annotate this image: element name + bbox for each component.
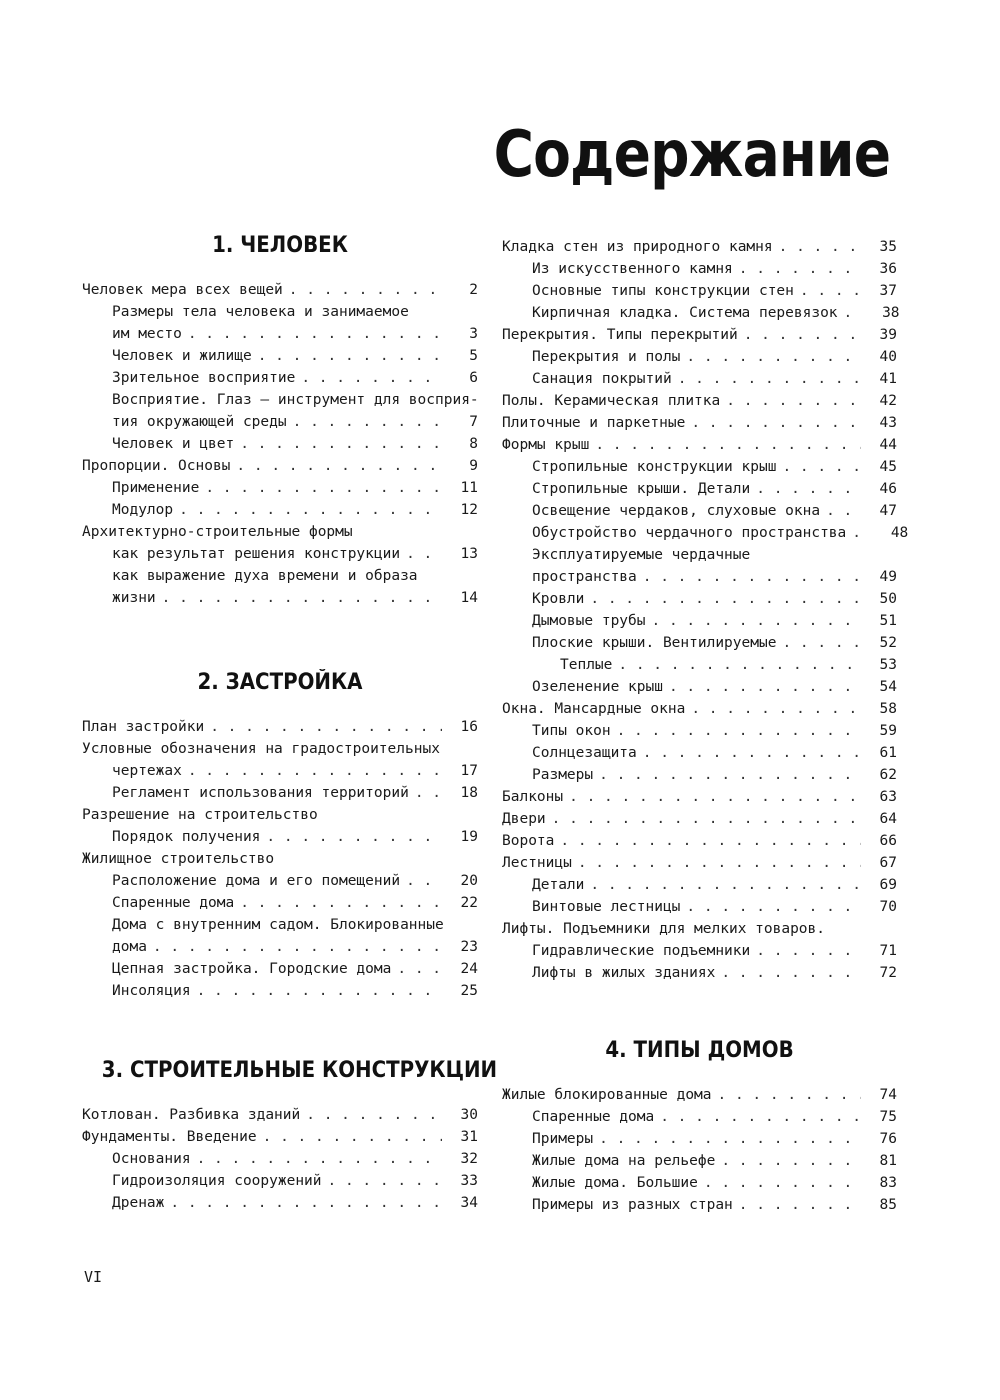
- toc-entry-title: Из искусственного камня: [532, 261, 733, 277]
- dot-leader: [599, 764, 861, 786]
- toc-entry-page: 32: [460, 1151, 478, 1167]
- toc-entry-page: 38: [882, 305, 900, 321]
- toc-entry-page: 51: [879, 613, 897, 629]
- toc-entry[interactable]: [82, 1192, 478, 1214]
- toc-entry-page: 64: [879, 811, 897, 827]
- toc-entry[interactable]: [502, 412, 897, 434]
- toc-entry-title: Ворота: [502, 833, 555, 849]
- toc-entry[interactable]: [82, 345, 478, 367]
- toc-entry-page: 7: [469, 414, 478, 430]
- toc-entry-page: 81: [879, 1153, 897, 1169]
- dot-leader: [782, 456, 861, 478]
- dot-leader: [686, 896, 861, 918]
- dot-leader: [678, 368, 861, 390]
- toc-entry[interactable]: [82, 499, 478, 521]
- toc-entry-page: 59: [879, 723, 897, 739]
- toc-entry-title: пространства: [532, 569, 637, 585]
- dot-leader: [197, 980, 442, 1002]
- toc-entry[interactable]: [82, 848, 478, 870]
- toc-entry[interactable]: [82, 914, 478, 936]
- dot-leader: [162, 587, 442, 609]
- dot-leader: [236, 455, 442, 477]
- toc-entry-title: Стропильные крыши. Детали: [532, 481, 751, 497]
- toc-entry-title: Двери: [502, 811, 546, 827]
- dot-leader: [691, 698, 861, 720]
- toc-entry-page: 40: [879, 349, 897, 365]
- dot-leader: [652, 610, 862, 632]
- dot-leader: [406, 543, 442, 565]
- toc-entry-title: Перекрытия и полы: [532, 349, 681, 365]
- toc-entry[interactable]: [82, 279, 478, 301]
- section-zastroika: [82, 670, 478, 1002]
- dot-leader: [826, 500, 861, 522]
- toc-entry[interactable]: [82, 936, 478, 958]
- dot-leader: [188, 323, 442, 345]
- toc-entry[interactable]: [502, 566, 897, 588]
- toc-entry-title: Условные обозначения на градостроительных: [82, 741, 440, 757]
- toc-entry[interactable]: [502, 236, 897, 258]
- toc-entry-title: Лестницы: [502, 855, 572, 871]
- dot-leader: [618, 654, 861, 676]
- toc-entry[interactable]: [502, 764, 897, 786]
- toc-entry-title: чертежах: [112, 763, 182, 779]
- page-number: VI: [84, 1268, 103, 1286]
- toc-entry-page: 50: [879, 591, 897, 607]
- toc-entry[interactable]: [502, 1128, 897, 1150]
- dot-leader: [744, 324, 861, 346]
- toc-entry[interactable]: [502, 830, 897, 852]
- toc-entry-page: 74: [879, 1087, 897, 1103]
- toc-entry-title: Жилые дома на рельефе: [532, 1153, 716, 1169]
- dot-leader: [779, 236, 861, 258]
- toc-entry-page: 70: [879, 899, 897, 915]
- toc-entry[interactable]: [502, 610, 897, 632]
- toc-entry-title: Окна. Мансардные окна: [502, 701, 686, 717]
- toc-entry[interactable]: [502, 698, 897, 720]
- toc-entry[interactable]: [502, 896, 897, 918]
- toc-entry-title: Балконы: [502, 789, 564, 805]
- toc-entry-page: 54: [879, 679, 897, 695]
- toc-entry[interactable]: [502, 852, 897, 874]
- toc-entry-title: Лифты. Подъемники для мелких товаров.: [502, 921, 826, 937]
- toc-entry-page: 13: [460, 546, 478, 562]
- dot-leader: [590, 588, 861, 610]
- section-tipy-domov: [502, 1038, 897, 1216]
- dot-leader: [756, 940, 861, 962]
- toc-entry[interactable]: [82, 367, 478, 389]
- toc-entry-title: Детали: [532, 877, 585, 893]
- toc-entry-page: 9: [469, 458, 478, 474]
- dot-leader: [686, 346, 861, 368]
- toc-entry-title: Жилые дома. Большие: [532, 1175, 698, 1191]
- toc-entry-title: Спаренные дома: [532, 1109, 655, 1125]
- dot-leader: [569, 786, 861, 808]
- toc-entry[interactable]: [502, 522, 909, 544]
- toc-entry-page: 75: [879, 1109, 897, 1125]
- dot-leader: [739, 1194, 861, 1216]
- toc-entry-title: Освещение чердаков, слуховые окна: [532, 503, 821, 519]
- toc-entry-page: 43: [879, 415, 897, 431]
- toc-entry-page: 34: [460, 1195, 478, 1211]
- toc-entry-title: Плоские крыши. Вентилируемые: [532, 635, 777, 651]
- toc-entry[interactable]: [502, 500, 897, 522]
- toc-entry-page: 61: [879, 745, 897, 761]
- dot-leader: [704, 1172, 861, 1194]
- toc-entry-page: 30: [460, 1107, 478, 1123]
- toc-entry-title: Теплые: [560, 657, 613, 673]
- toc-entry-title: Спаренные дома: [112, 895, 235, 911]
- toc-entry-title: Котлован. Разбивка зданий: [82, 1107, 301, 1123]
- toc-entry-title: Инсоляция: [112, 983, 191, 999]
- toc-entry-title: Стропильные конструкции крыш: [532, 459, 777, 475]
- section-heading: 3. СТРОИТЕЛЬНЫЕ КОНСТРУКЦИИ: [101, 1058, 498, 1083]
- dot-leader: [643, 742, 861, 764]
- toc-entry-title: Примеры: [532, 1131, 594, 1147]
- toc-entry[interactable]: [502, 302, 900, 324]
- section-heading: 4. ТИПЫ ДОМОВ: [605, 1038, 794, 1063]
- dot-leader: [718, 1084, 861, 1106]
- dot-leader: [406, 870, 442, 892]
- toc-entry-page: 6: [469, 370, 478, 386]
- toc-entry[interactable]: [502, 654, 897, 676]
- toc-entry[interactable]: [82, 477, 478, 499]
- toc-entry[interactable]: [82, 455, 478, 477]
- toc-entry-page: 36: [879, 261, 897, 277]
- dot-leader: [590, 874, 861, 896]
- toc-entry-page: 41: [879, 371, 897, 387]
- toc-entry-title: Формы крыш: [502, 437, 590, 453]
- toc-entry-page: 53: [879, 657, 897, 673]
- toc-entry-page: 19: [460, 829, 478, 845]
- toc-entry-title: Применение: [112, 480, 200, 496]
- toc-entry-title: Кирпичная кладка. Система перевязок: [532, 305, 838, 321]
- dot-leader: [726, 390, 861, 412]
- toc-entry-title: Гидравлические подъемники: [532, 943, 751, 959]
- toc-entry[interactable]: [82, 892, 478, 914]
- dot-leader: [266, 826, 442, 848]
- toc-entry-page: 62: [879, 767, 897, 783]
- toc-entry-page: 8: [469, 436, 478, 452]
- toc-entry-title: как результат решения конструкции: [112, 546, 401, 562]
- dot-leader: [289, 279, 442, 301]
- toc-entry-title: Основные типы конструкции стен: [532, 283, 794, 299]
- dot-leader: [240, 433, 442, 455]
- toc-entry[interactable]: [82, 433, 478, 455]
- toc-entry-title: Санация покрытий: [532, 371, 672, 387]
- toc-entry[interactable]: [502, 478, 897, 500]
- dot-leader: [415, 782, 442, 804]
- toc-entry-page: 23: [460, 939, 478, 955]
- toc-entry-title: Человек и цвет: [112, 436, 235, 452]
- toc-entry-title: Дома с внутренним садом. Блокированные: [112, 917, 444, 933]
- toc-entry[interactable]: [502, 280, 897, 302]
- toc-entry-page: 31: [460, 1129, 478, 1145]
- toc-entry-page: 45: [879, 459, 897, 475]
- toc-entry[interactable]: [82, 980, 478, 1002]
- toc-entry-page: 3: [469, 326, 478, 342]
- toc-entry[interactable]: [502, 544, 897, 566]
- toc-entry-page: 58: [879, 701, 897, 717]
- toc-entry-title: Регламент использования территорий: [112, 785, 409, 801]
- toc-entry-title: Размеры: [532, 767, 594, 783]
- toc-entry[interactable]: [502, 324, 897, 346]
- dot-leader: [560, 830, 861, 852]
- toc-entry[interactable]: [82, 716, 478, 738]
- toc-entry-title: Полы. Керамическая плитка: [502, 393, 721, 409]
- toc-entry-title: Человек и жилище: [112, 348, 252, 364]
- toc-entry-title: Солнцезащита: [532, 745, 637, 761]
- toc-entry[interactable]: [502, 434, 897, 456]
- toc-entry[interactable]: [82, 301, 478, 323]
- toc-entry[interactable]: [502, 632, 897, 654]
- dot-leader: [669, 676, 861, 698]
- toc-entry-title: Зрительное восприятие: [112, 370, 296, 386]
- toc-entry-title: тия окружающей среды: [112, 414, 287, 430]
- dot-leader: [328, 1170, 442, 1192]
- toc-entry-title: Кладка стен из природного камня: [502, 239, 773, 255]
- toc-entry-page: 67: [879, 855, 897, 871]
- dot-leader: [397, 958, 442, 980]
- toc-entry-page: 2: [469, 282, 478, 298]
- dot-leader: [852, 522, 872, 544]
- toc-entry-title: Фундаменты. Введение: [82, 1129, 257, 1145]
- toc-entry-page: 66: [879, 833, 897, 849]
- dot-leader: [179, 499, 442, 521]
- dot-leader: [721, 1150, 861, 1172]
- toc-entry-title: Жилищное строительство: [82, 851, 275, 867]
- dot-leader: [782, 632, 861, 654]
- toc-entry-page: 22: [460, 895, 478, 911]
- toc-entry[interactable]: [82, 521, 478, 543]
- toc-entry-title: Порядок получения: [112, 829, 261, 845]
- toc-entry-title: Эксплуатируемые чердачные: [532, 547, 751, 563]
- section-stroitelnye-konstrukcii: [82, 1058, 498, 1214]
- toc-entry[interactable]: [502, 456, 897, 478]
- toc-entry-title: им место: [112, 326, 182, 342]
- toc-entry-title: Восприятие. Глаз – инструмент для восприя-: [112, 392, 479, 408]
- dot-leader: [153, 936, 442, 958]
- section-heading: 1. ЧЕЛОВЕК: [212, 233, 348, 258]
- toc-entry-title: Дренаж: [112, 1195, 165, 1211]
- toc-entry-title: Жилые блокированные дома: [502, 1087, 712, 1103]
- toc-entry[interactable]: [502, 918, 897, 940]
- toc-entry[interactable]: [82, 870, 478, 892]
- toc-entry[interactable]: [502, 1172, 897, 1194]
- toc-entry-page: 69: [879, 877, 897, 893]
- toc-entry-page: 85: [879, 1197, 897, 1213]
- toc-entry[interactable]: [502, 720, 897, 742]
- toc-entry-page: 47: [879, 503, 897, 519]
- dot-leader: [306, 1104, 442, 1126]
- toc-entry[interactable]: [502, 390, 897, 412]
- toc-entry-page: 11: [460, 480, 478, 496]
- toc-entry[interactable]: [82, 782, 478, 804]
- toc-entry[interactable]: [82, 389, 478, 411]
- toc-entry-title: Размеры тела человека и занимаемое: [112, 304, 409, 320]
- toc-entry-title: Человек мера всех вещей: [82, 282, 283, 298]
- dot-leader: [739, 258, 861, 280]
- section-heading: 2. ЗАСТРОЙКА: [197, 670, 363, 695]
- toc-entry-title: Примеры из разных стран: [532, 1197, 733, 1213]
- toc-entry-title: Плиточные и паркетные: [502, 415, 686, 431]
- page-title: Содержание: [493, 118, 890, 192]
- toc-entry[interactable]: [502, 874, 897, 896]
- toc-entry-page: 14: [460, 590, 478, 606]
- toc-entry[interactable]: [502, 1150, 897, 1172]
- dot-leader: [552, 808, 861, 830]
- dot-leader: [578, 852, 861, 874]
- toc-entry[interactable]: [502, 786, 897, 808]
- toc-entry[interactable]: [82, 760, 478, 782]
- toc-entry-title: Гидроизоляция сооружений: [112, 1173, 322, 1189]
- dot-leader: [293, 411, 442, 433]
- dot-leader: [258, 345, 442, 367]
- toc-entry[interactable]: [82, 1148, 478, 1170]
- toc-entry-title: Винтовые лестницы: [532, 899, 681, 915]
- toc-entry-page: 17: [460, 763, 478, 779]
- toc-entry[interactable]: [502, 676, 897, 698]
- toc-entry[interactable]: [502, 588, 897, 610]
- toc-entry-page: 72: [879, 965, 897, 981]
- toc-entry-title: Разрешение на строительство: [82, 807, 318, 823]
- dot-leader: [301, 367, 442, 389]
- toc-entry-title: Озеленение крыш: [532, 679, 663, 695]
- toc-entry[interactable]: [502, 368, 897, 390]
- toc-entry-title: Типы окон: [532, 723, 611, 739]
- toc-entry-title: Лифты в жилых зданиях: [532, 965, 716, 981]
- section-chelovek: [82, 233, 478, 609]
- dot-leader: [617, 720, 861, 742]
- toc-entry[interactable]: [82, 543, 478, 565]
- toc-entry[interactable]: [82, 1126, 478, 1148]
- toc-entry-title: Архитектурно-строительные формы: [82, 524, 353, 540]
- toc-entry-page: 25: [460, 983, 478, 999]
- toc-entry-page: 20: [460, 873, 478, 889]
- toc-entry[interactable]: [82, 323, 478, 345]
- toc-entry[interactable]: [82, 1104, 478, 1126]
- dot-leader: [170, 1192, 442, 1214]
- toc-entry-title: Расположение дома и его помещений: [112, 873, 401, 889]
- toc-entry-page: 39: [879, 327, 897, 343]
- dot-leader: [643, 566, 861, 588]
- toc-entry-page: 44: [879, 437, 897, 453]
- toc-entry-page: 24: [460, 961, 478, 977]
- toc-entry[interactable]: [502, 1084, 897, 1106]
- toc-entry[interactable]: [502, 346, 897, 368]
- toc-entry-page: 63: [879, 789, 897, 805]
- toc-entry[interactable]: [502, 962, 897, 984]
- toc-entry[interactable]: [502, 940, 897, 962]
- dot-leader: [240, 892, 442, 914]
- dot-leader: [599, 1128, 861, 1150]
- toc-entry-page: 5: [469, 348, 478, 364]
- toc-entry-page: 83: [879, 1175, 897, 1191]
- dot-leader: [210, 716, 442, 738]
- toc-entry-title: Кровли: [532, 591, 585, 607]
- toc-entry[interactable]: [82, 958, 478, 980]
- toc-entry-title: План застройки: [82, 719, 205, 735]
- dot-leader: [205, 477, 442, 499]
- toc-entry[interactable]: [82, 565, 478, 587]
- toc-entry-page: 35: [879, 239, 897, 255]
- toc-entry[interactable]: [502, 742, 897, 764]
- toc-entry-title: Цепная застройка. Городские дома: [112, 961, 392, 977]
- toc-entry-title: Перекрытия. Типы перекрытий: [502, 327, 738, 343]
- toc-entry-page: 18: [460, 785, 478, 801]
- toc-entry-page: 42: [879, 393, 897, 409]
- toc-entry[interactable]: [502, 1106, 897, 1128]
- toc-entry[interactable]: [82, 411, 478, 433]
- dot-leader: [756, 478, 861, 500]
- toc-entry[interactable]: [502, 808, 897, 830]
- section-konstrukcii-continued: [502, 236, 909, 984]
- toc-entry[interactable]: [82, 587, 478, 609]
- toc-entry-title: дома: [112, 939, 147, 955]
- dot-leader: [691, 412, 861, 434]
- dot-leader: [263, 1126, 442, 1148]
- toc-entry-title: Дымовые трубы: [532, 613, 646, 629]
- toc-entry-page: 37: [879, 283, 897, 299]
- toc-entry-title: Обустройство чердачного пространства: [532, 525, 847, 541]
- toc-entry[interactable]: [502, 258, 897, 280]
- toc-entry[interactable]: [502, 1194, 897, 1216]
- toc-entry-page: 71: [879, 943, 897, 959]
- toc-entry-page: 48: [890, 525, 909, 541]
- dot-leader: [660, 1106, 861, 1128]
- toc-entry-page: 76: [879, 1131, 897, 1147]
- toc-entry-page: 49: [879, 569, 897, 585]
- dot-leader: [188, 760, 442, 782]
- toc-entry-page: 46: [879, 481, 897, 497]
- dot-leader: [595, 434, 861, 456]
- toc-entry-page: 16: [460, 719, 478, 735]
- toc-entry-page: 33: [460, 1173, 478, 1189]
- dot-leader: [800, 280, 861, 302]
- dot-leader: [197, 1148, 442, 1170]
- toc-entry-page: 12: [460, 502, 478, 518]
- toc-entry-title: Пропорции. Основы: [82, 458, 231, 474]
- toc-entry-page: 52: [879, 635, 897, 651]
- toc-entry-title: Основания: [112, 1151, 191, 1167]
- dot-leader: [844, 302, 864, 324]
- toc-entry-title: Модулор: [112, 502, 174, 518]
- dot-leader: [721, 962, 861, 984]
- toc-entry[interactable]: [82, 826, 478, 848]
- toc-entry[interactable]: [82, 804, 478, 826]
- toc-entry-title: как выражение духа времени и образа: [112, 568, 418, 584]
- toc-entry[interactable]: [82, 738, 478, 760]
- toc-entry-title: жизни: [112, 590, 156, 606]
- toc-entry[interactable]: [82, 1170, 478, 1192]
